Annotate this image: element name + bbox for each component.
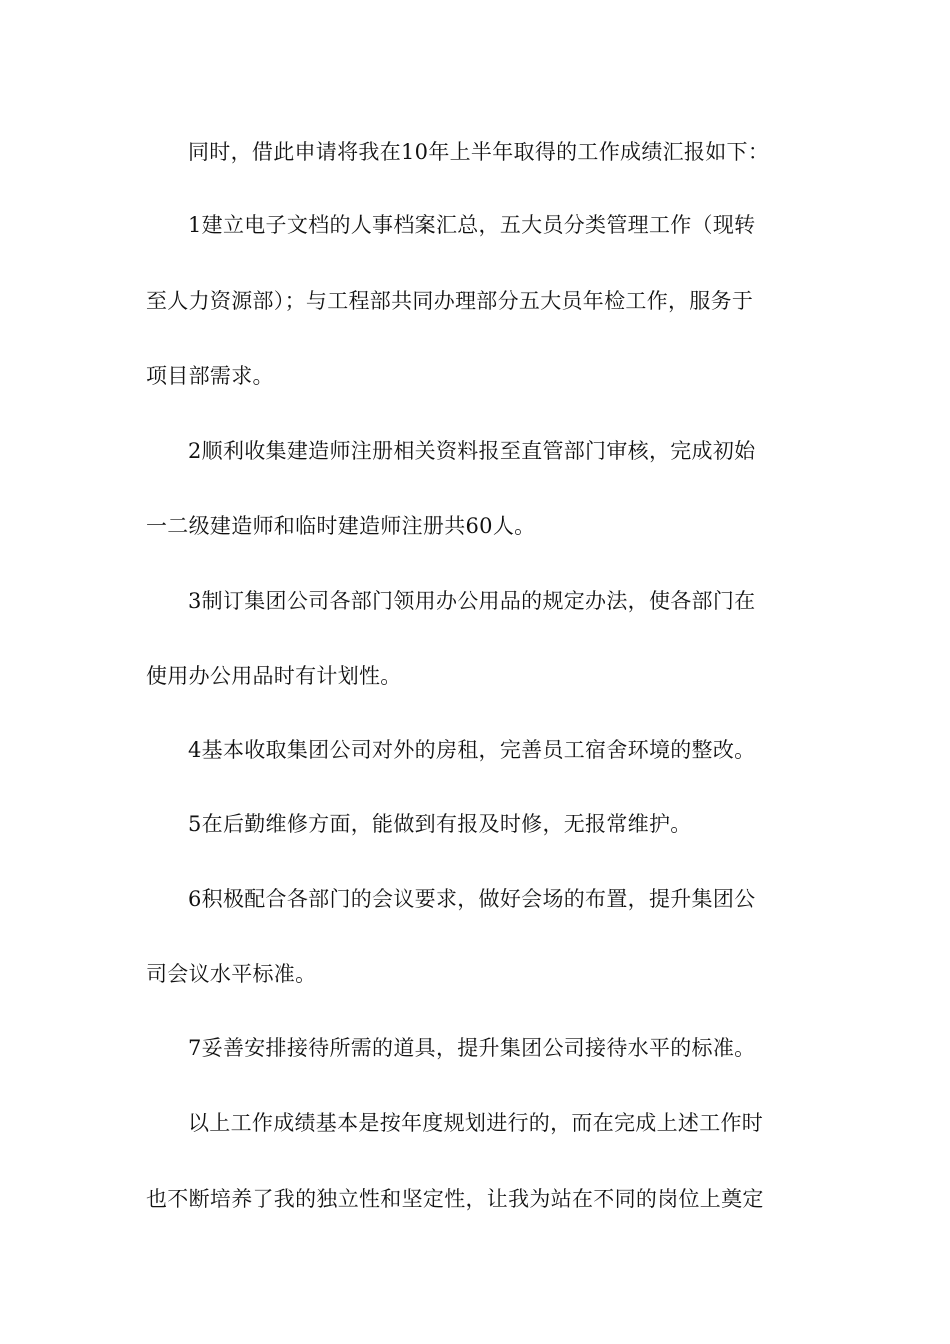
item-5-line: 5在后勤维修方面，能做到有报及时修，无报常维护。	[188, 812, 692, 836]
conclusion-line-2: 也不断培养了我的独立性和坚定性，让我为站在不同的岗位上奠定	[146, 1187, 764, 1211]
item-3-line-1: 3制订集团公司各部门领用办公用品的规定办法，使各部门在	[188, 589, 756, 613]
conclusion-line-1: 以上工作成绩基本是按年度规划进行的，而在完成上述工作时	[188, 1111, 764, 1135]
item-4-line: 4基本收取集团公司对外的房租，完善员工宿舍环境的整改。	[188, 738, 756, 762]
item-3-line-2: 使用办公用品时有计划性。	[146, 664, 402, 688]
item-2-line-1: 2顺利收集建造师注册相关资料报至直管部门审核，完成初始	[188, 439, 756, 463]
item-1-line-1: 1建立电子文档的人事档案汇总，五大员分类管理工作（现转	[188, 213, 756, 237]
item-1-line-3: 项目部需求。	[146, 364, 274, 388]
item-6-line-2: 司会议水平标准。	[146, 962, 317, 986]
item-7-line: 7妥善安排接待所需的道具，提升集团公司接待水平的标准。	[188, 1036, 756, 1060]
item-6-line-1: 6积极配合各部门的会议要求，做好会场的布置，提升集团公	[188, 887, 756, 911]
item-2-line-2: 一二级建造师和临时建造师注册共60人。	[146, 514, 536, 538]
item-1-line-2: 至人力资源部）；与工程部共同办理部分五大员年检工作，服务于	[146, 289, 754, 313]
paragraph-intro-line: 同时，借此申请将我在10年上半年取得的工作成绩汇报如下：	[188, 140, 770, 164]
